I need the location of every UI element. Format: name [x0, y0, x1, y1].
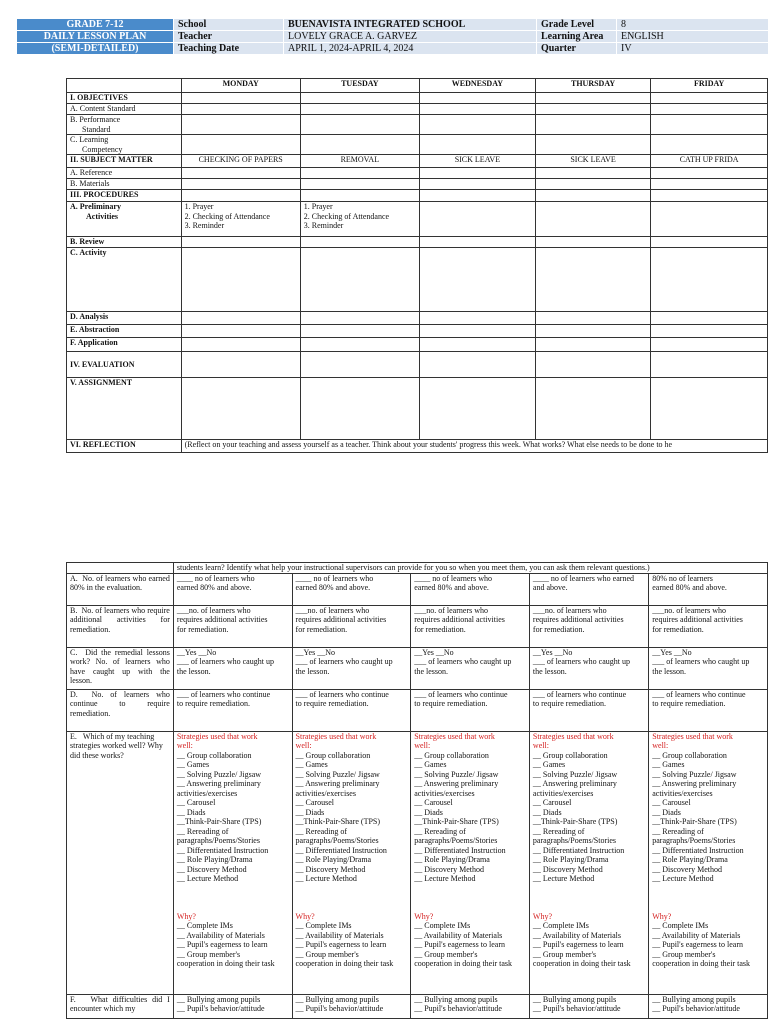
strategies-heading: Strategies used that work	[295, 731, 377, 741]
evaluation-label: IV. EVALUATION	[67, 352, 182, 378]
why-option: cooperation in doing their task	[414, 959, 512, 968]
strategy-option: __ Games	[532, 760, 566, 769]
strategy-option: activities/exercises	[295, 788, 356, 798]
question-e: E. Which of my teaching strategies worked well? Why did these works?	[67, 731, 174, 994]
strategies-heading: well:	[652, 741, 669, 750]
strategy-option: __ Answering preliminary	[176, 779, 261, 788]
abstraction-label: E. Abstraction	[67, 325, 182, 338]
why-option: cooperation in doing their task	[532, 959, 631, 968]
question-c: C. Did the remedial lessons work? No. of learners who have caught up with the lesson.	[67, 647, 174, 689]
plan-table	[66, 78, 768, 453]
b-thursday: ___no. of learners who requires additional activities for remediation.	[529, 605, 648, 647]
why-option: __ Availability of Materials	[295, 930, 384, 940]
grade-value: 8	[617, 19, 768, 31]
f-monday: __ Bullying among pupils __ Pupil's behavior/attitude	[173, 994, 292, 1018]
c-monday: __Yes __No ___ of learners who caught up the lesson.	[173, 647, 292, 689]
strategy-option: __ Solving Puzzle/ Jigsaw	[176, 769, 262, 779]
b-wednesday: ___no. of learners who requires additional activities for remediation.	[411, 605, 530, 647]
strategy-option: __ Solving Puzzle/ Jigsaw	[414, 769, 499, 779]
date-label: Teaching Date	[174, 43, 284, 55]
objectives-label: I. OBJECTIVES	[67, 93, 182, 104]
strategy-option: __ Group collaboration	[295, 750, 371, 760]
question-f: F. What difficulties did I encounter which my	[67, 994, 174, 1018]
title-line-3: (SEMI-DETAILED)	[17, 43, 174, 55]
a-thursday: ____ no of learners who earned and above.	[529, 573, 648, 605]
strategy-option: __ Lecture Method	[295, 874, 357, 883]
c-friday: __Yes __No ___ of learners who caught up the lesson.	[649, 647, 768, 689]
strategy-option: __ Discovery Method	[176, 864, 247, 874]
strategy-option: paragraphs/Poems/Stories	[176, 836, 260, 845]
strategy-option: __ Answering preliminary	[414, 779, 499, 788]
why-option: __ Complete IMs	[532, 921, 589, 930]
preliminary-label: A. Preliminary Activities	[67, 202, 182, 237]
e-wednesday	[411, 731, 530, 994]
day-tuesday: TUESDAY	[300, 79, 419, 93]
strategy-option: __ Games	[176, 760, 210, 769]
why-option: __ Group member's	[652, 949, 716, 959]
strategy-option: __ Carousel	[532, 798, 572, 807]
b-monday: ___no. of learners who requires additional activities for remediation.	[173, 605, 292, 647]
a-monday: ____ no of learners who earned 80% and above.	[173, 573, 292, 605]
why-option: __ Group member's	[414, 949, 478, 959]
preliminary-monday: 1. Prayer 2. Checking of Attendance 3. Reminder	[181, 202, 300, 237]
e-thursday	[529, 731, 648, 994]
why-option: __ Complete IMs	[295, 921, 352, 930]
strategy-option: __ Games	[295, 760, 328, 769]
strategy-option: __ Group collaboration	[414, 750, 489, 760]
strategies-heading: well:	[295, 741, 312, 750]
why-option: __ Pupil's eagerness to learn	[295, 940, 387, 949]
subject-wednesday: SICK LEAVE	[419, 155, 535, 168]
strategy-option: __Think-Pair-Share (TPS)	[532, 817, 618, 826]
strategy-option: __ Differentiated Instruction	[414, 845, 506, 855]
strategy-option: __ Rereading of	[295, 826, 348, 836]
strategy-option: __ Diads	[532, 807, 562, 817]
materials-label: B. Materials	[67, 179, 182, 190]
strategy-option: __ Differentiated Instruction	[652, 845, 744, 855]
strategy-option: __ Diads	[414, 807, 443, 817]
grade-label: Grade Level	[537, 19, 617, 31]
strategy-option: __ Solving Puzzle/ Jigsaw	[652, 769, 737, 779]
d-friday: ___ of learners who continue to require remediation.	[649, 689, 768, 731]
reference-label: A. Reference	[67, 168, 182, 179]
why-option: __ Pupil's eagerness to learn	[414, 940, 505, 949]
a-friday: 80% no of learners earned 80% and above.	[649, 573, 768, 605]
strategy-option: __ Rereading of	[532, 826, 585, 836]
why-option: __ Availability of Materials	[532, 930, 621, 940]
strategy-option: __ Carousel	[176, 798, 216, 807]
strategy-option: __ Lecture Method	[652, 874, 714, 883]
strategy-option: __ Games	[414, 760, 447, 769]
c-tuesday: __Yes __No ___ of learners who caught up the lesson.	[292, 647, 411, 689]
subject-matter-label: II. SUBJECT MATTER	[67, 155, 182, 168]
application-label: F. Application	[67, 338, 182, 352]
school-value: BUENAVISTA INTEGRATED SCHOOL	[284, 19, 537, 31]
title-line-1: GRADE 7-12	[17, 19, 174, 31]
strategy-option: __ Diads	[176, 807, 206, 817]
day-thursday: THURSDAY	[535, 79, 650, 93]
school-label: School	[174, 19, 284, 31]
why-heading: Why?	[295, 911, 315, 921]
strategy-option: __ Carousel	[414, 798, 453, 807]
reflection-text: (Reflect on your teaching and assess yourself as a teacher. Think about your students' progress this week. What works? What else needs to be done to he	[181, 440, 767, 453]
strategy-option: __Think-Pair-Share (TPS)	[652, 817, 737, 826]
strategy-option: __ Lecture Method	[414, 874, 476, 883]
f-friday: __ Bullying among pupils __ Pupil's behavior/attitude	[649, 994, 768, 1018]
why-option: __ Group member's	[532, 949, 597, 959]
strategy-option: __ Role Playing/Drama	[414, 855, 490, 864]
strategies-heading: well:	[532, 741, 549, 750]
why-heading: Why?	[414, 911, 434, 921]
strategy-option: __ Rereading of	[652, 826, 704, 836]
question-b: B. No. of learners who require additional activities for remediation.	[67, 605, 174, 647]
teacher-label: Teacher	[174, 31, 284, 43]
teacher-value: LOVELY GRACE A. GARVEZ	[284, 31, 537, 43]
d-wednesday: ___ of learners who continue to require remediation.	[411, 689, 530, 731]
quarter-value: IV	[617, 43, 768, 55]
f-tuesday: __ Bullying among pupils __ Pupil's behavior/attitude	[292, 994, 411, 1018]
strategy-option: __ Role Playing/Drama	[295, 855, 372, 864]
e-tuesday	[292, 731, 411, 994]
strategy-option: __ Rereading of	[414, 826, 466, 836]
reflection-table	[66, 562, 768, 1019]
strategy-option: __ Lecture Method	[176, 874, 239, 883]
assignment-label: V. ASSIGNMENT	[67, 378, 182, 440]
a-wednesday: ____ no of learners who earned 80% and above.	[411, 573, 530, 605]
strategy-option: __ Discovery Method	[532, 864, 603, 874]
quarter-label: Quarter	[537, 43, 617, 55]
strategy-option: __ Solving Puzzle/ Jigsaw	[532, 769, 618, 779]
strategy-option: __ Role Playing/Drama	[532, 855, 609, 864]
reflection-label: VI. REFLECTION	[67, 440, 182, 453]
strategy-option: __ Answering preliminary	[532, 779, 617, 788]
strategy-option: __ Carousel	[295, 798, 334, 807]
why-option: __ Complete IMs	[176, 921, 233, 930]
subject-monday: CHECKING OF PAPERS	[181, 155, 300, 168]
day-wednesday: WEDNESDAY	[419, 79, 535, 93]
why-option: cooperation in doing their task	[295, 959, 394, 968]
d-tuesday: ___ of learners who continue to require remediation.	[292, 689, 411, 731]
d-monday: ___ of learners who continue to require remediation.	[173, 689, 292, 731]
strategy-option: paragraphs/Poems/Stories	[295, 836, 379, 845]
e-friday	[649, 731, 768, 994]
strategies-heading: Strategies used that work	[652, 731, 733, 741]
why-option: __ Availability of Materials	[176, 930, 265, 940]
f-thursday: __ Bullying among pupils __ Pupil's behavior/attitude	[529, 994, 648, 1018]
why-option: __ Availability of Materials	[652, 930, 741, 940]
strategy-option: activities/exercises	[176, 788, 238, 798]
area-label: Learning Area	[537, 31, 617, 43]
strategy-option: paragraphs/Poems/Stories	[532, 836, 617, 845]
subject-tuesday: REMOVAL	[300, 155, 419, 168]
strategy-option: activities/exercises	[652, 788, 713, 798]
strategy-option: __ Role Playing/Drama	[652, 855, 728, 864]
strategy-option: __ Discovery Method	[295, 864, 366, 874]
strategy-option: __Think-Pair-Share (TPS)	[295, 817, 381, 826]
strategy-option: paragraphs/Poems/Stories	[414, 836, 498, 845]
strategy-option: __ Discovery Method	[652, 864, 723, 874]
performance-standard-label: B. Performance Standard	[67, 115, 182, 135]
review-label: B. Review	[67, 237, 182, 248]
strategy-option: __Think-Pair-Share (TPS)	[176, 817, 262, 826]
procedures-label: III. PROCEDURES	[67, 190, 182, 202]
why-option: __ Pupil's eagerness to learn	[176, 940, 268, 949]
area-value: ENGLISH	[617, 31, 768, 43]
strategy-option: __ Answering preliminary	[652, 779, 737, 788]
strategy-option: __ Group collaboration	[652, 750, 727, 760]
strategy-option: __Think-Pair-Share (TPS)	[414, 817, 499, 826]
activity-label: C. Activity	[67, 248, 182, 312]
e-monday	[173, 731, 292, 994]
question-d: D. No. of learners who continue to require remediation.	[67, 689, 174, 731]
why-heading: Why?	[652, 911, 672, 921]
strategies-heading: well:	[176, 741, 193, 750]
strategy-option: activities/exercises	[532, 788, 594, 798]
why-option: cooperation in doing their task	[176, 959, 275, 968]
strategy-option: __ Lecture Method	[532, 874, 595, 883]
strategy-option: __ Diads	[295, 807, 325, 817]
strategy-option: __ Differentiated Instruction	[176, 845, 269, 855]
corner-cell	[67, 79, 182, 93]
strategy-option: __ Role Playing/Drama	[176, 855, 253, 864]
c-wednesday: __Yes __No ___ of learners who caught up the lesson.	[411, 647, 530, 689]
content-standard-label: A. Content Standard	[67, 104, 182, 115]
d-thursday: ___ of learners who continue to require remediation.	[529, 689, 648, 731]
strategy-option: __ Group collaboration	[532, 750, 608, 760]
strategy-option: __ Differentiated Instruction	[532, 845, 625, 855]
analysis-label: D. Analysis	[67, 312, 182, 325]
why-option: __ Group member's	[176, 949, 241, 959]
strategy-option: __ Differentiated Instruction	[295, 845, 387, 855]
strategy-option: activities/exercises	[414, 788, 475, 798]
strategy-option: __ Diads	[652, 807, 681, 817]
why-option: __ Pupil's eagerness to learn	[652, 940, 744, 949]
strategies-heading: Strategies used that work	[532, 731, 614, 741]
why-option: __ Availability of Materials	[414, 930, 503, 940]
question-a: A. No. of learners who earned 80% in the evaluation.	[67, 573, 174, 605]
strategies-heading: Strategies used that work	[176, 731, 258, 741]
f-wednesday: __ Bullying among pupils __ Pupil's behavior/attitude	[411, 994, 530, 1018]
title-line-2: DAILY LESSON PLAN	[17, 31, 174, 43]
a-tuesday: ____ no of learners who earned 80% and above.	[292, 573, 411, 605]
strategy-option: __ Group collaboration	[176, 750, 252, 760]
strategy-option: __ Solving Puzzle/ Jigsaw	[295, 769, 380, 779]
strategy-option: __ Carousel	[652, 798, 691, 807]
strategy-option: __ Games	[652, 760, 685, 769]
b-friday: ___no. of learners who requires additional activities for remediation.	[649, 605, 768, 647]
reflection-continued: students learn? Identify what help your instructional supervisors can provide for you so when you meet them, you can ask them relevant questions.)	[173, 563, 767, 574]
subject-thursday: SICK LEAVE	[535, 155, 650, 168]
strategy-option: paragraphs/Poems/Stories	[652, 836, 736, 845]
strategy-option: __ Rereading of	[176, 826, 229, 836]
why-option: __ Pupil's eagerness to learn	[532, 940, 624, 949]
header-table	[16, 18, 768, 55]
strategy-option: __ Discovery Method	[414, 864, 484, 874]
day-friday: FRIDAY	[651, 79, 768, 93]
c-thursday: __Yes __No ___ of learners who caught up the lesson.	[529, 647, 648, 689]
b-tuesday: ___no. of learners who requires additional activities for remediation.	[292, 605, 411, 647]
why-option: __ Group member's	[295, 949, 359, 959]
why-heading: Why?	[532, 911, 553, 921]
day-monday: MONDAY	[181, 79, 300, 93]
learning-competency-label: C. Learning Competency	[67, 135, 182, 155]
why-option: __ Complete IMs	[652, 921, 709, 930]
why-option: __ Complete IMs	[414, 921, 471, 930]
strategies-heading: well:	[414, 741, 431, 750]
date-value: APRIL 1, 2024-APRIL 4, 2024	[284, 43, 537, 55]
why-option: cooperation in doing their task	[652, 959, 751, 968]
strategy-option: __ Answering preliminary	[295, 779, 380, 788]
why-heading: Why?	[176, 911, 196, 921]
preliminary-tuesday: 1. Prayer 2. Checking of Attendance 3. Reminder	[300, 202, 419, 237]
strategies-heading: Strategies used that work	[414, 731, 495, 741]
subject-friday: CATH UP FRIDA	[651, 155, 768, 168]
